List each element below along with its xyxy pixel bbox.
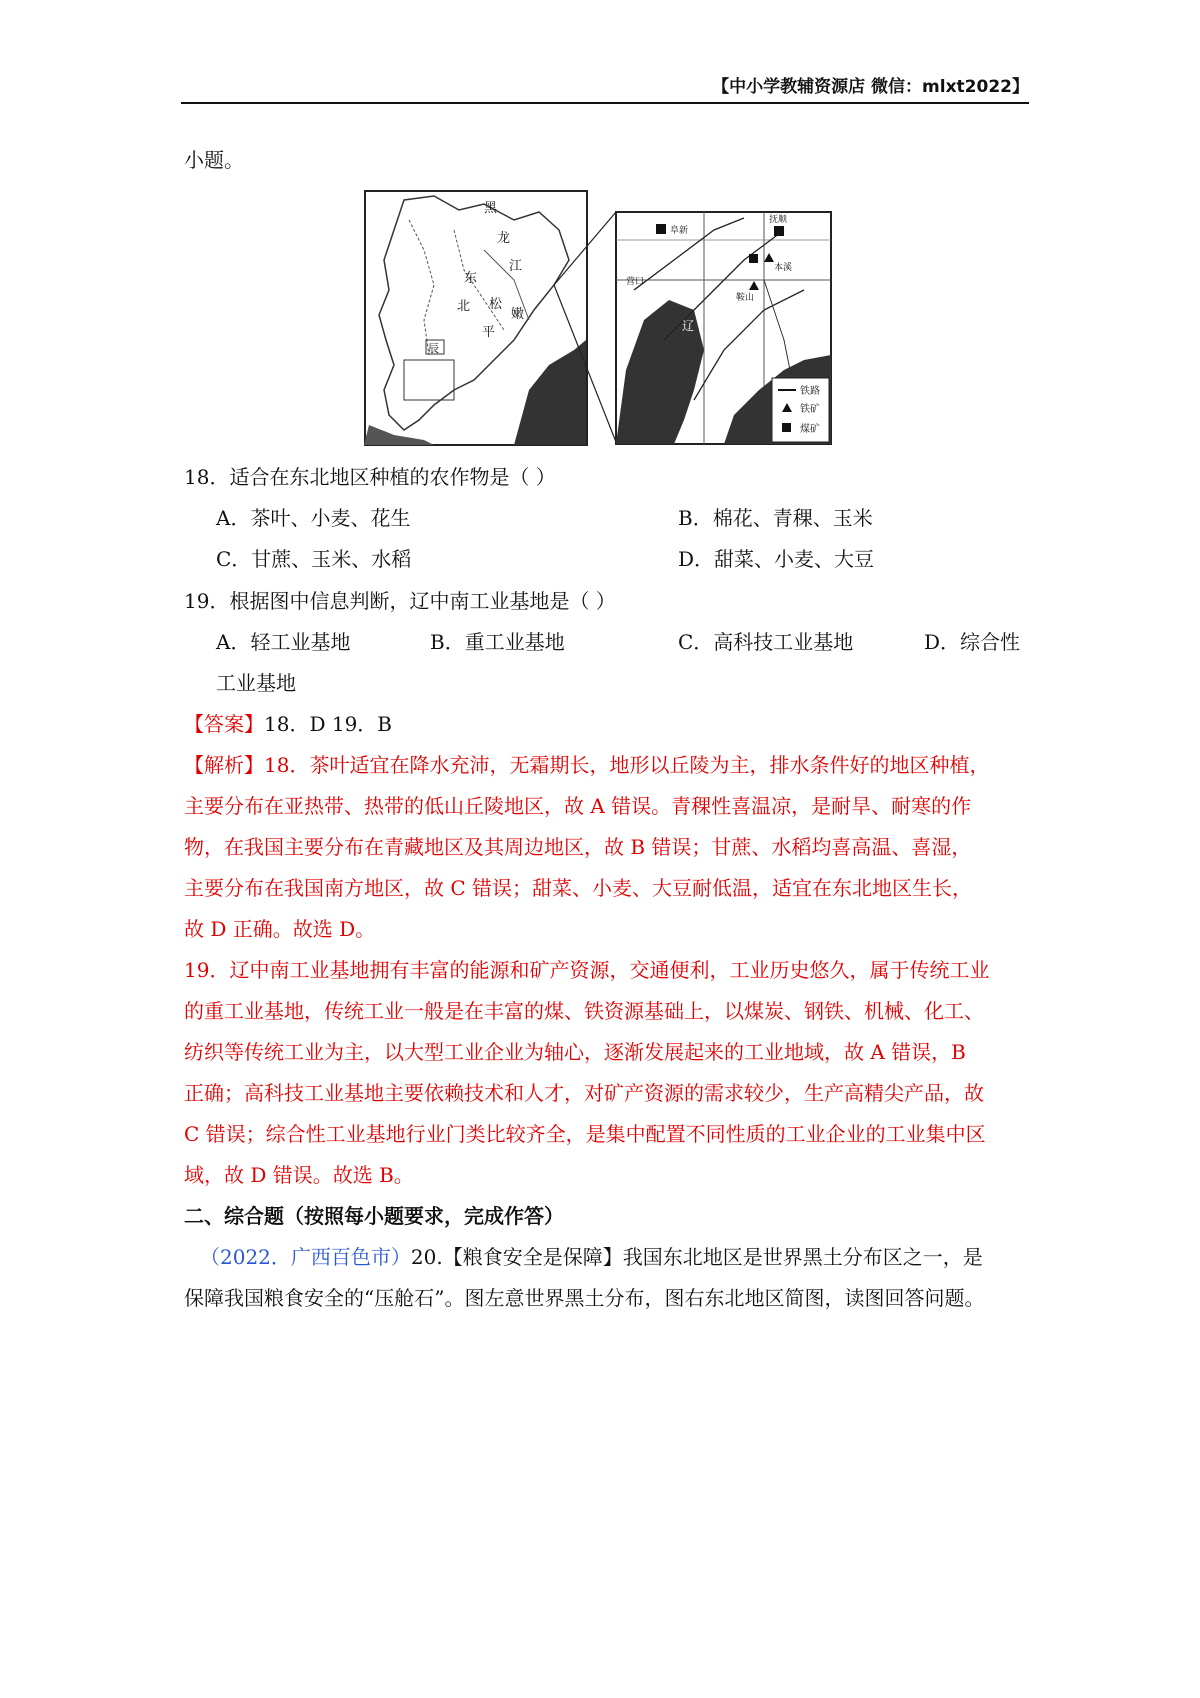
analysis-line: 物，在我国主要分布在青藏地区及其周边地区，故 B 错误；甘蔗、水稻均喜高温、喜湿， [184,835,972,859]
q19-option-a: A．轻工业基地 [216,630,351,654]
q19-option-d: D．综合性 [924,630,1021,654]
map-label: 鞍山 [736,293,755,303]
analysis-line: 19．辽中南工业基地拥有丰富的能源和矿产资源，交通便利，工业历史悠久，属于传统工业 [184,958,990,982]
q19-stem: 19．根据图中信息判断，辽中南工业基地是（ ） [184,589,616,613]
analysis-line: 正确；高科技工业基地主要依赖技术和人才，对矿产资源的需求较少，生产高精尖产品，故 [184,1081,984,1105]
map-label: 黑 [484,201,498,216]
q20-source: （2022．广西百色市） [200,1245,411,1269]
map-label: 江 [509,259,523,274]
lead-in-text: 小题。 [184,148,244,172]
map-label: 营口 [626,277,645,287]
analysis-line: 主要分布在我国南方地区，故 C 错误；甜菜、小麦、大豆耐低温，适宜在东北地区生长， [184,876,973,900]
q18-option-a: A．茶叶、小麦、花生 [216,506,411,530]
analysis-line-1 [184,751,989,779]
analysis-text: 18．茶叶适宜在降水充沛，无霜期长，地形以丘陵为主，排水条件好的地区种植， [264,753,990,777]
section-2-title: 二、综合题（按照每小题要求，完成作答） [184,1204,564,1228]
analysis-line: 的重工业基地，传统工业一般是在丰富的煤、铁资源基础上，以煤炭、钢铁、机械、化工、 [184,999,984,1023]
analysis-line: 域，故 D 错误。故选 B。 [184,1163,414,1187]
map-label: 辰 [428,342,439,355]
q20-line-2: 保障我国粮食安全的“压舱石”。图左意世界黑土分布，图右东北地区简图，读图回答问题。 [184,1286,985,1310]
answer-line [184,710,392,738]
map-label: 抚顺 [769,215,788,225]
legend-label: 铁路 [800,386,820,397]
q20-text-1: 20.【粮食安全是保障】我国东北地区是世界黑土分布区之一，是 [410,1245,983,1269]
answer-text: 18．D 19．B [264,712,392,736]
q19-option-c: C．高科技工业基地 [678,630,854,654]
map-label: 嫩 [511,307,525,322]
analysis-line: 纺织等传统工业为主，以大型工业企业为轴心，逐渐发展起来的工业地域，故 A 错误，B [184,1040,966,1064]
q19-option-b: B．重工业基地 [430,630,565,654]
header-rule [181,102,1029,104]
map-label: 平 [482,325,496,340]
q18-option-c: C．甘蔗、玉米、水稻 [216,547,412,571]
legend-label: 铁矿 [800,404,820,415]
map-label: 龙 [497,231,511,246]
map-label: 辽 [682,319,695,333]
q18-stem: 18．适合在东北地区种植的农作物是（ ） [184,465,556,489]
northeast-map-figure [364,190,834,446]
q19-option-d-continued: 工业基地 [216,671,296,695]
analysis-line: 故 D 正确。故选 D。 [184,917,376,941]
map-label: 本溪 [774,263,793,273]
analysis-line: 主要分布在亚热带、热带的低山丘陵地区，故 A 错误。青稞性喜温凉，是耐旱、耐寒的作 [184,794,972,818]
map-label: 阜新 [670,226,689,236]
q20-line-1 [200,1243,983,1271]
page-header: 【中小学教辅资源店 微信：mlxt2022】 [712,77,1029,97]
map-label: 北 [457,299,471,314]
analysis-line: C 错误；综合性工业基地行业门类比较齐全，是集中配置不同性质的工业企业的工业集中区 [184,1122,986,1146]
analysis-tag: 【解析】 [184,753,264,777]
map-label: 松 [489,297,503,312]
q18-option-b: B．棉花、青稞、玉米 [678,506,873,530]
answer-tag: 【答案】 [184,712,264,736]
map-label: 东 [464,271,478,286]
q18-option-d: D．甜菜、小麦、大豆 [678,547,875,571]
legend-label: 煤矿 [800,424,820,435]
